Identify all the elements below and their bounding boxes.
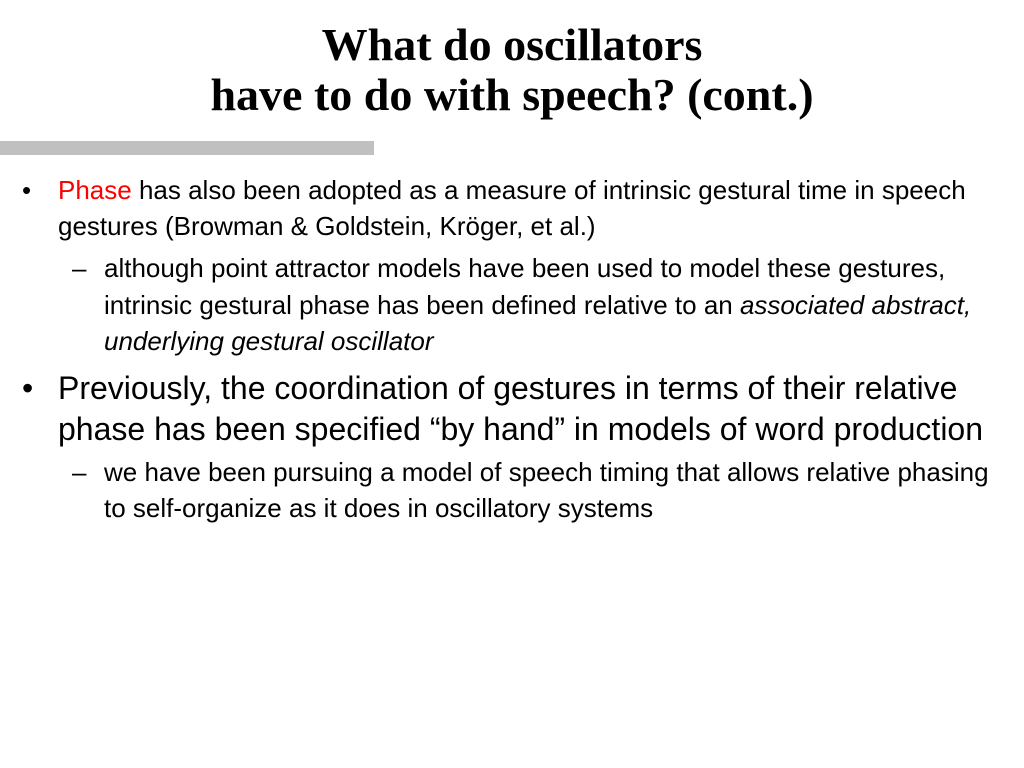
sub-bullet-2-text: we have been pursuing a model of speech timing that allows relative phasing to self-organize as it does in oscillatory systems xyxy=(104,456,989,523)
bullet-1-marker: • xyxy=(22,175,32,205)
title-line-1: What do oscillators xyxy=(321,19,703,70)
sub-bullet-1-italic: associated abstract, underlying gestural oscillator xyxy=(104,289,972,356)
sub-bullet-1-text: although point attractor models have been used to model these gestures, intrinsic gestural phase has been defined relative to an xyxy=(104,253,946,320)
sub-bullet-1-marker: – xyxy=(72,253,87,283)
title-line-2: have to do with speech? (cont.) xyxy=(210,69,814,120)
bullet-2-text: Previously, the coordination of gestures in terms of their relative phase has been specified “by hand” in models of word production xyxy=(58,369,984,447)
bullet-1-text: has also been adopted as a measure of intrinsic gestural time in speech gestures (Browman & Goldstein, Kröger, et al.) xyxy=(58,175,966,241)
slide-body xyxy=(0,172,1024,533)
sub-bullet-1 xyxy=(0,250,1024,360)
bullet-2 xyxy=(0,368,1024,450)
bullet-1-highlight: Phase xyxy=(58,175,132,205)
sub-bullet-2-marker: – xyxy=(72,456,87,487)
bullet-1 xyxy=(0,172,1024,244)
bullet-2-marker: • xyxy=(22,369,34,406)
sub-bullet-2 xyxy=(0,454,1024,527)
title-divider xyxy=(0,141,374,155)
slide-title xyxy=(0,20,1024,120)
